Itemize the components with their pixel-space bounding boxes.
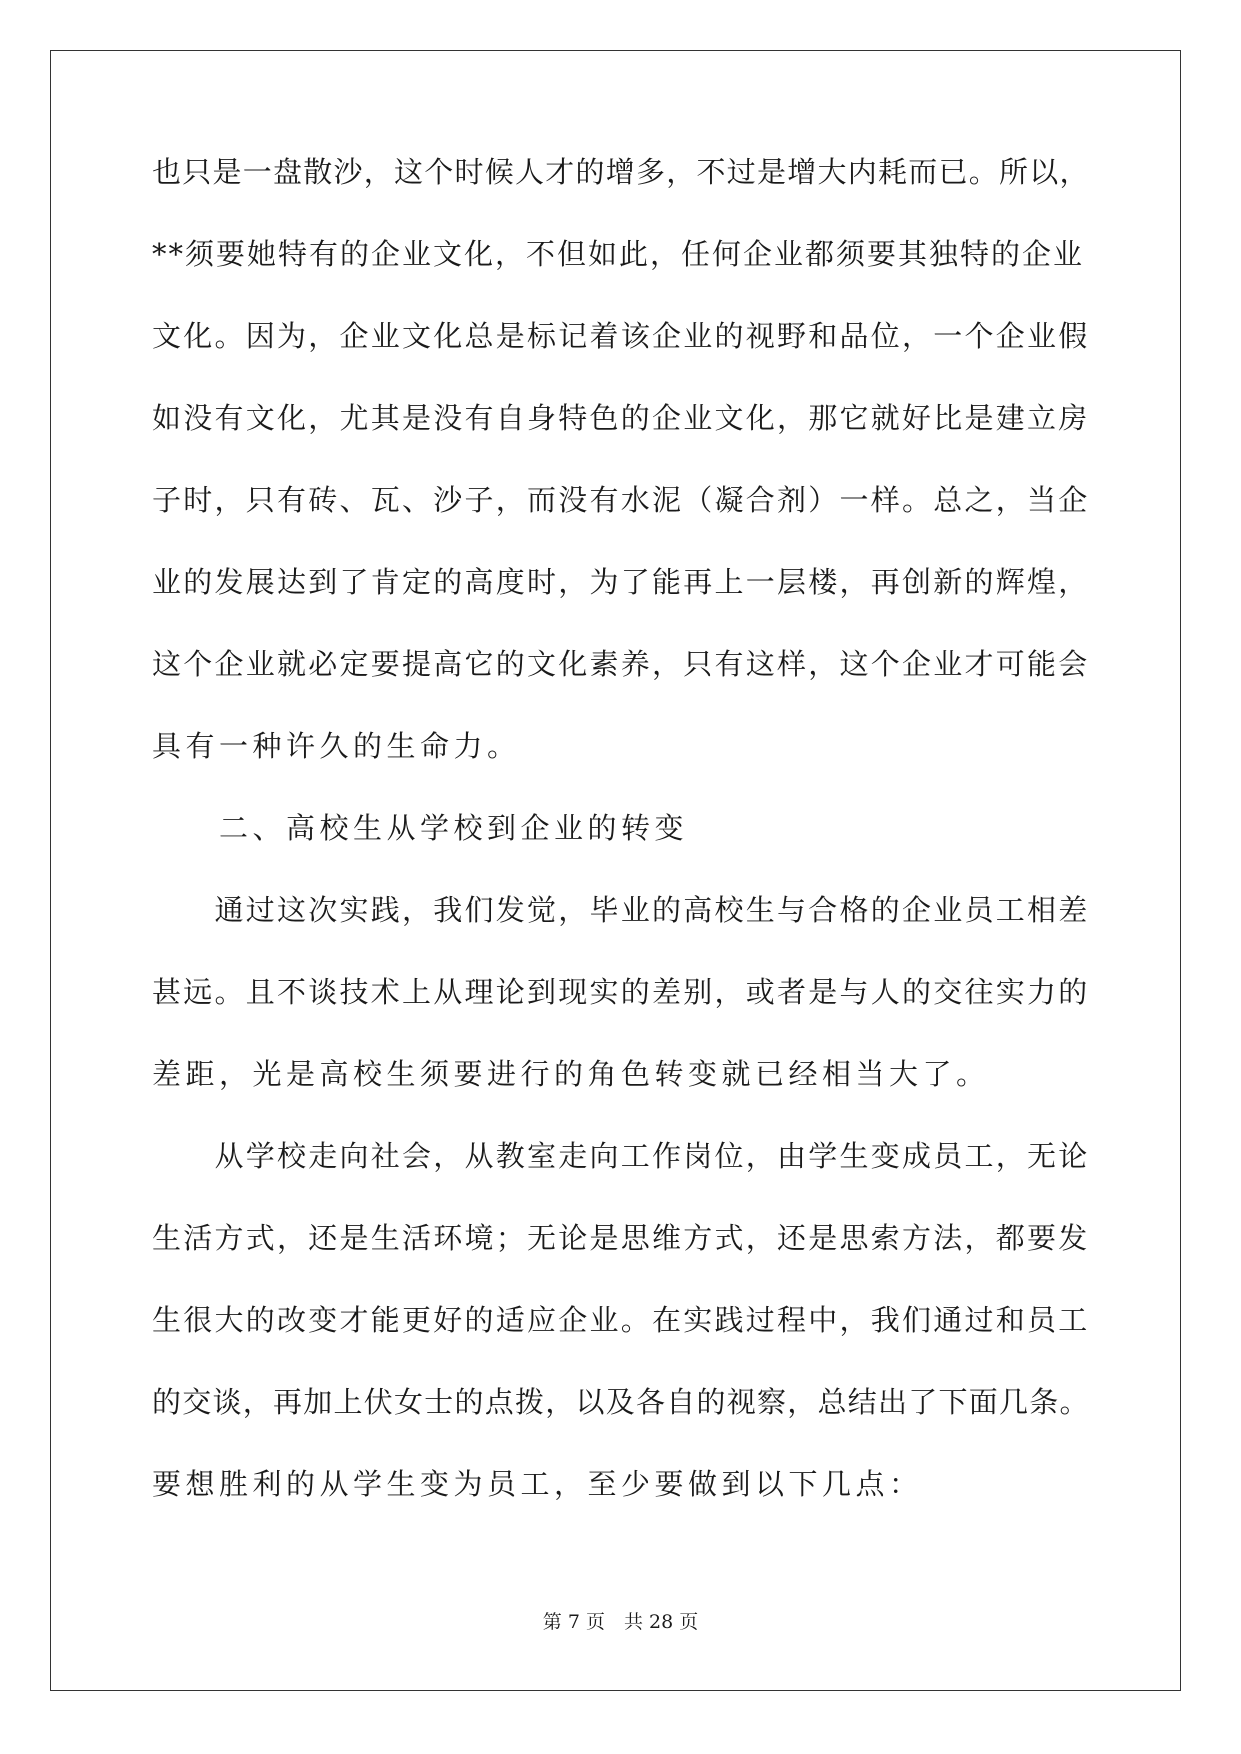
text-line: 文化。因为，企业文化总是标记着该企业的视野和品位，一个企业假 [152,319,1090,353]
text-line: 生活方式，还是生活环境；无论是思维方式，还是思索方法，都要发 [152,1221,1090,1255]
text-line: 通过这次实践，我们发觉，毕业的高校生与合格的企业员工相差 [152,893,1090,927]
page-border [50,50,1181,1691]
text-line: 要想胜利的从学生变为员工，至少要做到以下几点： [152,1467,923,1501]
text-line: 也只是一盘散沙，这个时候人才的增多，不过是增大内耗而已。所以， [152,155,1090,189]
section-heading: 二、高校生从学校到企业的转变 [152,811,689,845]
text-line: 差距，光是高校生须要进行的角色转变就已经相当大了。 [152,1057,990,1091]
text-line: 业的发展达到了肯定的高度时，为了能再上一层楼，再创新的辉煌， [152,565,1090,599]
text-line: **须要她特有的企业文化，不但如此，任何企业都须要其独特的企业 [152,237,1085,271]
text-line: 具有一种许久的生命力。 [152,729,521,763]
text-line: 子时，只有砖、瓦、沙子，而没有水泥（凝合剂）一样。总之，当企 [152,483,1090,517]
text-line: 生很大的改变才能更好的适应企业。在实践过程中，我们通过和员工 [152,1303,1090,1337]
text-line: 从学校走向社会，从教室走向工作岗位，由学生变成员工，无论 [152,1139,1090,1173]
text-line: 这个企业就必定要提高它的文化素养，只有这样，这个企业才可能会 [152,647,1090,681]
text-line: 的交谈，再加上伏女士的点拨，以及各自的视察，总结出了下面几条。 [152,1385,1090,1419]
text-line: 甚远。且不谈技术上从理论到现实的差别，或者是与人的交往实力的 [152,975,1090,1009]
text-line: 如没有文化，尤其是没有自身特色的企业文化，那它就好比是建立房 [152,401,1090,435]
page-number-footer: 第 7 页 共 28 页 [542,1611,699,1633]
